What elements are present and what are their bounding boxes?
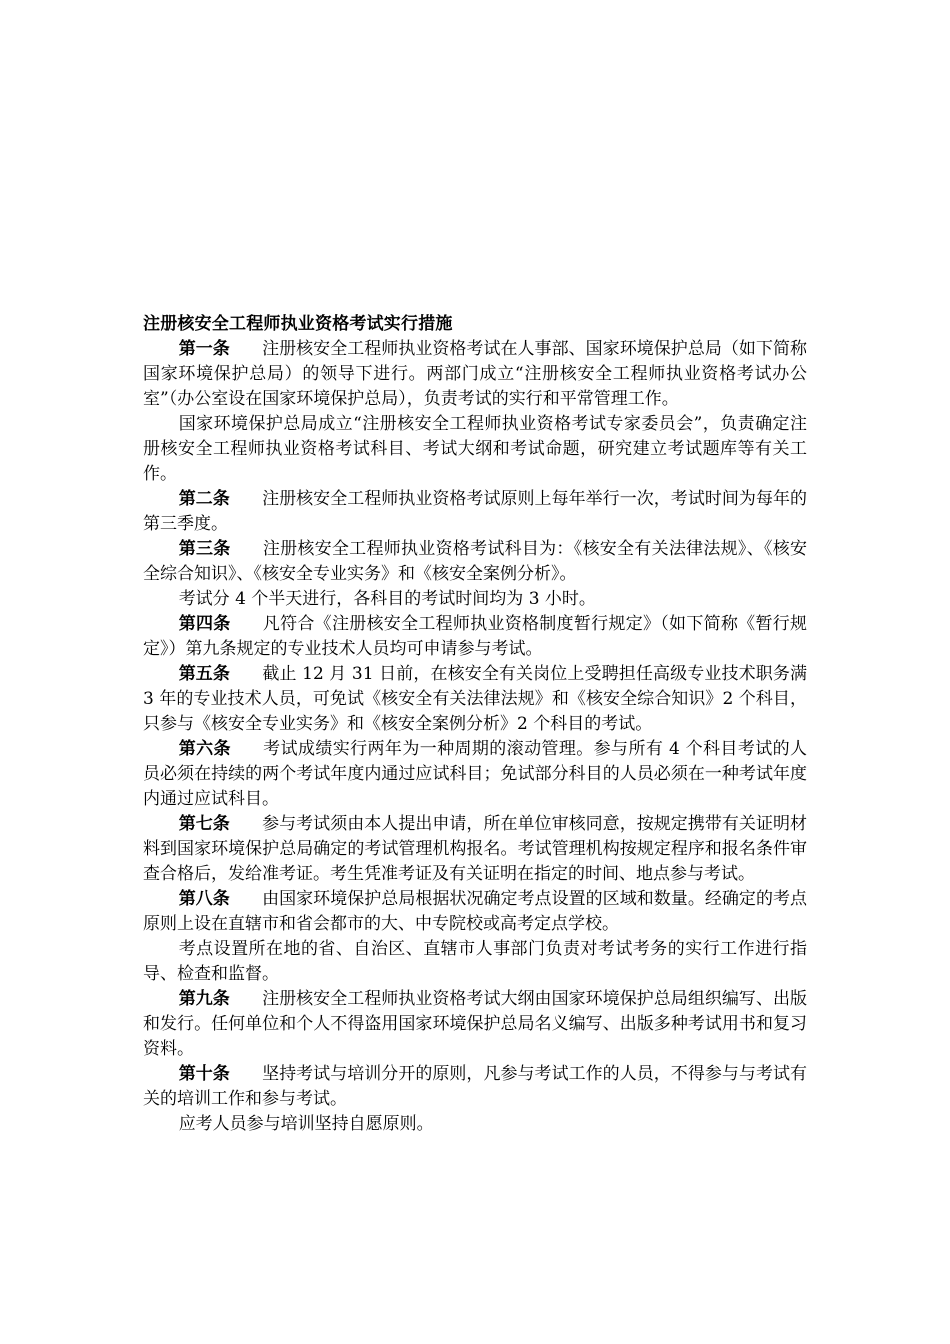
article-label: 第二条 bbox=[178, 489, 230, 509]
paragraph-article-8 bbox=[143, 887, 807, 937]
paragraph-text: 国家环境保护总局成立“注册核安全工程师执业资格考试专家委员会”，负责确定注册核安全工程师执业资格考试科目、考试大纲和考试命题，研究建立考试题库等有关工作。 bbox=[143, 414, 807, 484]
paragraph-article-1 bbox=[143, 337, 807, 412]
paragraph-article-4 bbox=[143, 612, 807, 662]
paragraph-article-5 bbox=[143, 662, 807, 737]
paragraph-text: 应考人员参与培训坚持自愿原则。 bbox=[178, 1114, 434, 1134]
article-label: 第三条 bbox=[178, 539, 231, 559]
paragraph-article-10 bbox=[143, 1062, 807, 1112]
paragraph-text: 考试分 4 个半天进行，各科目的考试时间均为 3 小时。 bbox=[178, 589, 596, 609]
paragraph-article-7 bbox=[143, 812, 807, 887]
article-label: 第一条 bbox=[178, 339, 230, 359]
paragraph-text: 注册核安全工程师执业资格考试科目为：《核安全有关法律法规》、《核安全综合知识》、《核安全专业实务》和《核安全案例分析》。 bbox=[143, 539, 808, 584]
document-title: 注册核安全工程师执业资格考试实行措施 bbox=[143, 314, 453, 334]
paragraph-text: 考试成绩实行两年为一种周期的滚动管理。参与所有 4 个科目考试的人员必须在持续的两个考试年度内通过应试科目；免试部分科目的人员必须在一种考试年度内通过应试科目。 bbox=[143, 739, 808, 809]
paragraph-article-2 bbox=[143, 487, 807, 537]
paragraph-article-3-continued bbox=[143, 587, 807, 612]
article-label: 第五条 bbox=[178, 664, 231, 684]
document-body bbox=[143, 312, 807, 1137]
paragraph-text: 注册核安全工程师执业资格考试原则上每年举行一次，考试时间为每年的第三季度。 bbox=[143, 489, 808, 534]
paragraph-text: 截止 12 月 31 日前，在核安全有关岗位上受聘担任高级专业技术职务满 3 年的专业技术人员，可免试《核安全有关法律法规》和《核安全综合知识》2 个科目，只参与《核安全专业实务》和《核安全案例分析》2 个科目的考试。 bbox=[143, 664, 807, 734]
paragraph-text: 由国家环境保护总局根据状况确定考点设置的区域和数量。经确定的考点原则上设在直辖市和省会都市的大、中专院校或高考定点学校。 bbox=[143, 889, 808, 934]
paragraph-article-1-continued bbox=[143, 412, 807, 487]
article-label: 第四条 bbox=[178, 614, 231, 634]
paragraph-text: 凡符合《注册核安全工程师执业资格制度暂行规定》（如下简称《暂行规定》）第九条规定的专业技术人员均可申请参与考试。 bbox=[143, 614, 808, 659]
paragraph-text: 坚持考试与培训分开的原则，凡参与考试工作的人员，不得参与与考试有关的培训工作和参与考试。 bbox=[143, 1064, 808, 1109]
paragraph-text: 注册核安全工程师执业资格考试大纲由国家环境保护总局组织编写、出版和发行。任何单位和个人不得盗用国家环境保护总局名义编写、出版多种考试用书和复习资料。 bbox=[143, 989, 808, 1059]
article-label: 第八条 bbox=[178, 889, 230, 909]
article-label: 第六条 bbox=[178, 739, 231, 759]
paragraph-text: 考点设置所在地的省、自治区、直辖市人事部门负责对考试考务的实行工作进行指导、检查和监督。 bbox=[143, 939, 807, 984]
paragraph-article-8-continued bbox=[143, 937, 807, 987]
article-label: 第九条 bbox=[178, 989, 230, 1009]
paragraph-article-3 bbox=[143, 537, 807, 587]
paragraph-text: 参与考试须由本人提出申请，所在单位审核同意，按规定携带有关证明材料到国家环境保护总局确定的考试管理机构报名。考试管理机构按规定程序和报名条件审查合格后，发给准考证。考生凭准考证及有关证明在指定的时间、地点参与考试。 bbox=[143, 814, 808, 884]
article-label: 第七条 bbox=[178, 814, 230, 834]
paragraph-article-10-continued bbox=[143, 1112, 807, 1137]
paragraph-article-6 bbox=[143, 737, 807, 812]
article-label: 第十条 bbox=[178, 1064, 230, 1084]
paragraph-article-9 bbox=[143, 987, 807, 1062]
paragraph-text: 注册核安全工程师执业资格考试在人事部、国家环境保护总局（如下简称国家环境保护总局）的领导下进行。两部门成立“注册核安全工程师执业资格考试办公室”（办公室设在国家环境保护总局），负责考试的实行和平常管理工作。 bbox=[143, 339, 808, 409]
